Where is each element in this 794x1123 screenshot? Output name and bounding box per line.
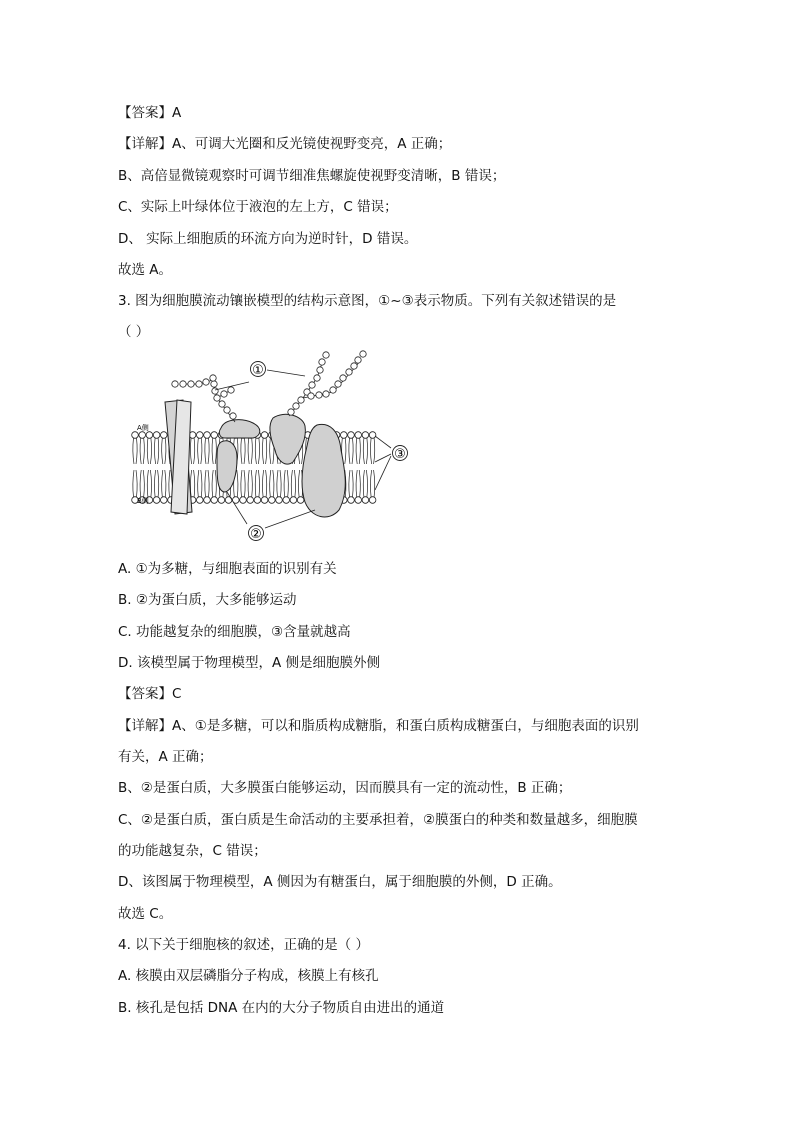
lipid-tail xyxy=(140,470,144,497)
explanation-line: D、 实际上细胞质的环流方向为逆时针，D 错误。 xyxy=(118,231,418,247)
lipid-tail xyxy=(198,438,202,464)
explanation-line: 【详解】A、①是多糖，可以和脂质构成糖脂，和蛋白质构成糖蛋白，与细胞表面的识别 xyxy=(118,718,639,734)
lipid-tail xyxy=(140,438,144,464)
lipid-tail xyxy=(133,470,137,497)
lipid-tail xyxy=(162,438,166,464)
phospholipid-head xyxy=(153,497,160,504)
side-a-label: A侧 xyxy=(137,424,149,432)
phospholipid-head xyxy=(240,497,247,504)
phospholipid-head xyxy=(355,432,362,439)
phospholipid-head xyxy=(139,432,146,439)
phospholipid-head xyxy=(132,432,139,439)
phospholipid-head xyxy=(218,497,225,504)
phospholipid-head xyxy=(261,497,268,504)
phospholipid-head xyxy=(283,497,290,504)
lipid-tail xyxy=(205,438,209,464)
phospholipid-head xyxy=(204,432,211,439)
explanation-line: 的功能越复杂，C 错误； xyxy=(118,843,267,859)
option-a: A. 核膜由双层磷脂分子构成，核膜上有核孔 xyxy=(118,968,379,984)
lipid-tail xyxy=(270,470,274,497)
lipid-tail xyxy=(248,438,252,464)
explanation-line: B、高倍显微镜观察时可调节细准焦螺旋使视野变清晰，B 错误； xyxy=(118,168,506,184)
lipid-tail xyxy=(291,470,295,497)
peripheral-protein xyxy=(219,420,259,438)
lipid-tail xyxy=(277,470,281,497)
label-3: ③ xyxy=(394,447,406,462)
phospholipid-head xyxy=(362,432,369,439)
lipid-tail xyxy=(370,438,374,464)
explanation-line: 【详解】A、可调大光圈和反光镜使视野变亮，A 正确； xyxy=(118,136,452,152)
lipid-tail xyxy=(363,470,367,497)
label-2: ② xyxy=(250,527,262,542)
phospholipid-head xyxy=(161,432,168,439)
phospholipid-head xyxy=(369,432,376,439)
phospholipid-head xyxy=(247,497,254,504)
cell-membrane-diagram xyxy=(125,350,425,545)
lipid-tail xyxy=(356,470,360,497)
phospholipid-head xyxy=(161,497,168,504)
label-1: ① xyxy=(252,363,264,378)
phospholipid-head xyxy=(146,432,153,439)
phospholipid-head xyxy=(261,432,268,439)
phospholipid-head xyxy=(197,497,204,504)
phospholipid-head xyxy=(211,432,218,439)
lipid-tail xyxy=(241,438,245,464)
lipid-tail xyxy=(190,438,194,464)
lipid-tail xyxy=(363,438,367,464)
lipid-tail xyxy=(154,470,158,497)
explanation-line: C、②是蛋白质，蛋白质是生命活动的主要承担着，②膜蛋白的种类和数量越多，细胞膜 xyxy=(118,812,638,828)
phospholipid-head xyxy=(254,497,261,504)
lipid-tail xyxy=(241,470,245,497)
question-stem: 3. 图为细胞膜流动镶嵌模型的结构示意图，①~③表示物质。下列有关叙述错误的是 xyxy=(118,293,617,309)
phospholipid-head xyxy=(290,497,297,504)
answer-label: 【答案】C xyxy=(118,686,182,702)
option-b: B. 核孔是包括 DNA 在内的大分子物质自由进出的通道 xyxy=(118,1000,445,1016)
phospholipid-head xyxy=(369,497,376,504)
phospholipid-head xyxy=(341,432,348,439)
option-c: C. 功能越复杂的细胞膜，③含量就越高 xyxy=(118,624,351,640)
lipid-tail xyxy=(255,438,259,464)
lipid-tail xyxy=(349,470,353,497)
lipid-tail xyxy=(147,470,151,497)
phospholipid-head xyxy=(355,497,362,504)
lipid-tail xyxy=(162,470,166,497)
lipid-tail xyxy=(190,470,194,497)
lipid-tail xyxy=(212,438,216,464)
explanation-line: 有关，A 正确； xyxy=(118,749,213,765)
option-a: A. ①为多糖，与细胞表面的识别有关 xyxy=(118,561,337,577)
explanation-line: D、该图属于物理模型，A 侧因为有糖蛋白，属于细胞膜的外侧，D 正确。 xyxy=(118,874,562,890)
lipid-tail xyxy=(205,470,209,497)
lipid-tail xyxy=(370,470,374,497)
explanation-line: C、实际上叶绿体位于液泡的左上方，C 错误； xyxy=(118,199,398,215)
lipid-tail xyxy=(284,470,288,497)
lipid-tail xyxy=(154,438,158,464)
phospholipid-head xyxy=(276,497,283,504)
lipid-tail xyxy=(255,470,259,497)
conclusion-line: 故选 C。 xyxy=(118,906,173,922)
phospholipid-head xyxy=(197,432,204,439)
lipid-tail xyxy=(133,438,137,464)
answer-label: 【答案】A xyxy=(118,105,182,121)
question-stem-bracket: （ ） xyxy=(118,324,150,340)
phospholipid-head xyxy=(348,432,355,439)
lipid-tail xyxy=(198,470,202,497)
embedded-protein xyxy=(270,414,305,464)
lipid-tail xyxy=(349,438,353,464)
question-stem: 4. 以下关于细胞核的叙述，正确的是（ ） xyxy=(118,937,369,953)
lipid-tail xyxy=(262,470,266,497)
phospholipid-head xyxy=(348,497,355,504)
phospholipid-head xyxy=(204,497,211,504)
phospholipid-head xyxy=(297,497,304,504)
option-d: D. 该模型属于物理模型，A 侧是细胞膜外侧 xyxy=(118,655,381,671)
phospholipid-head xyxy=(211,497,218,504)
lipid-tail xyxy=(262,438,266,464)
side-b-label: B侧 xyxy=(137,497,149,505)
conclusion-line: 故选 A。 xyxy=(118,262,173,278)
lipid-tail xyxy=(147,438,151,464)
phospholipid-head xyxy=(269,497,276,504)
explanation-line: B、②是蛋白质，大多膜蛋白能够运动，因而膜具有一定的流动性，B 正确； xyxy=(118,780,572,796)
embedded-protein xyxy=(302,424,345,517)
phospholipid-head xyxy=(362,497,369,504)
lipid-tail xyxy=(248,470,252,497)
lipid-tail xyxy=(212,470,216,497)
lipid-tail xyxy=(356,438,360,464)
phospholipid-head xyxy=(153,432,160,439)
option-b: B. ②为蛋白质，大多能够运动 xyxy=(118,592,297,608)
